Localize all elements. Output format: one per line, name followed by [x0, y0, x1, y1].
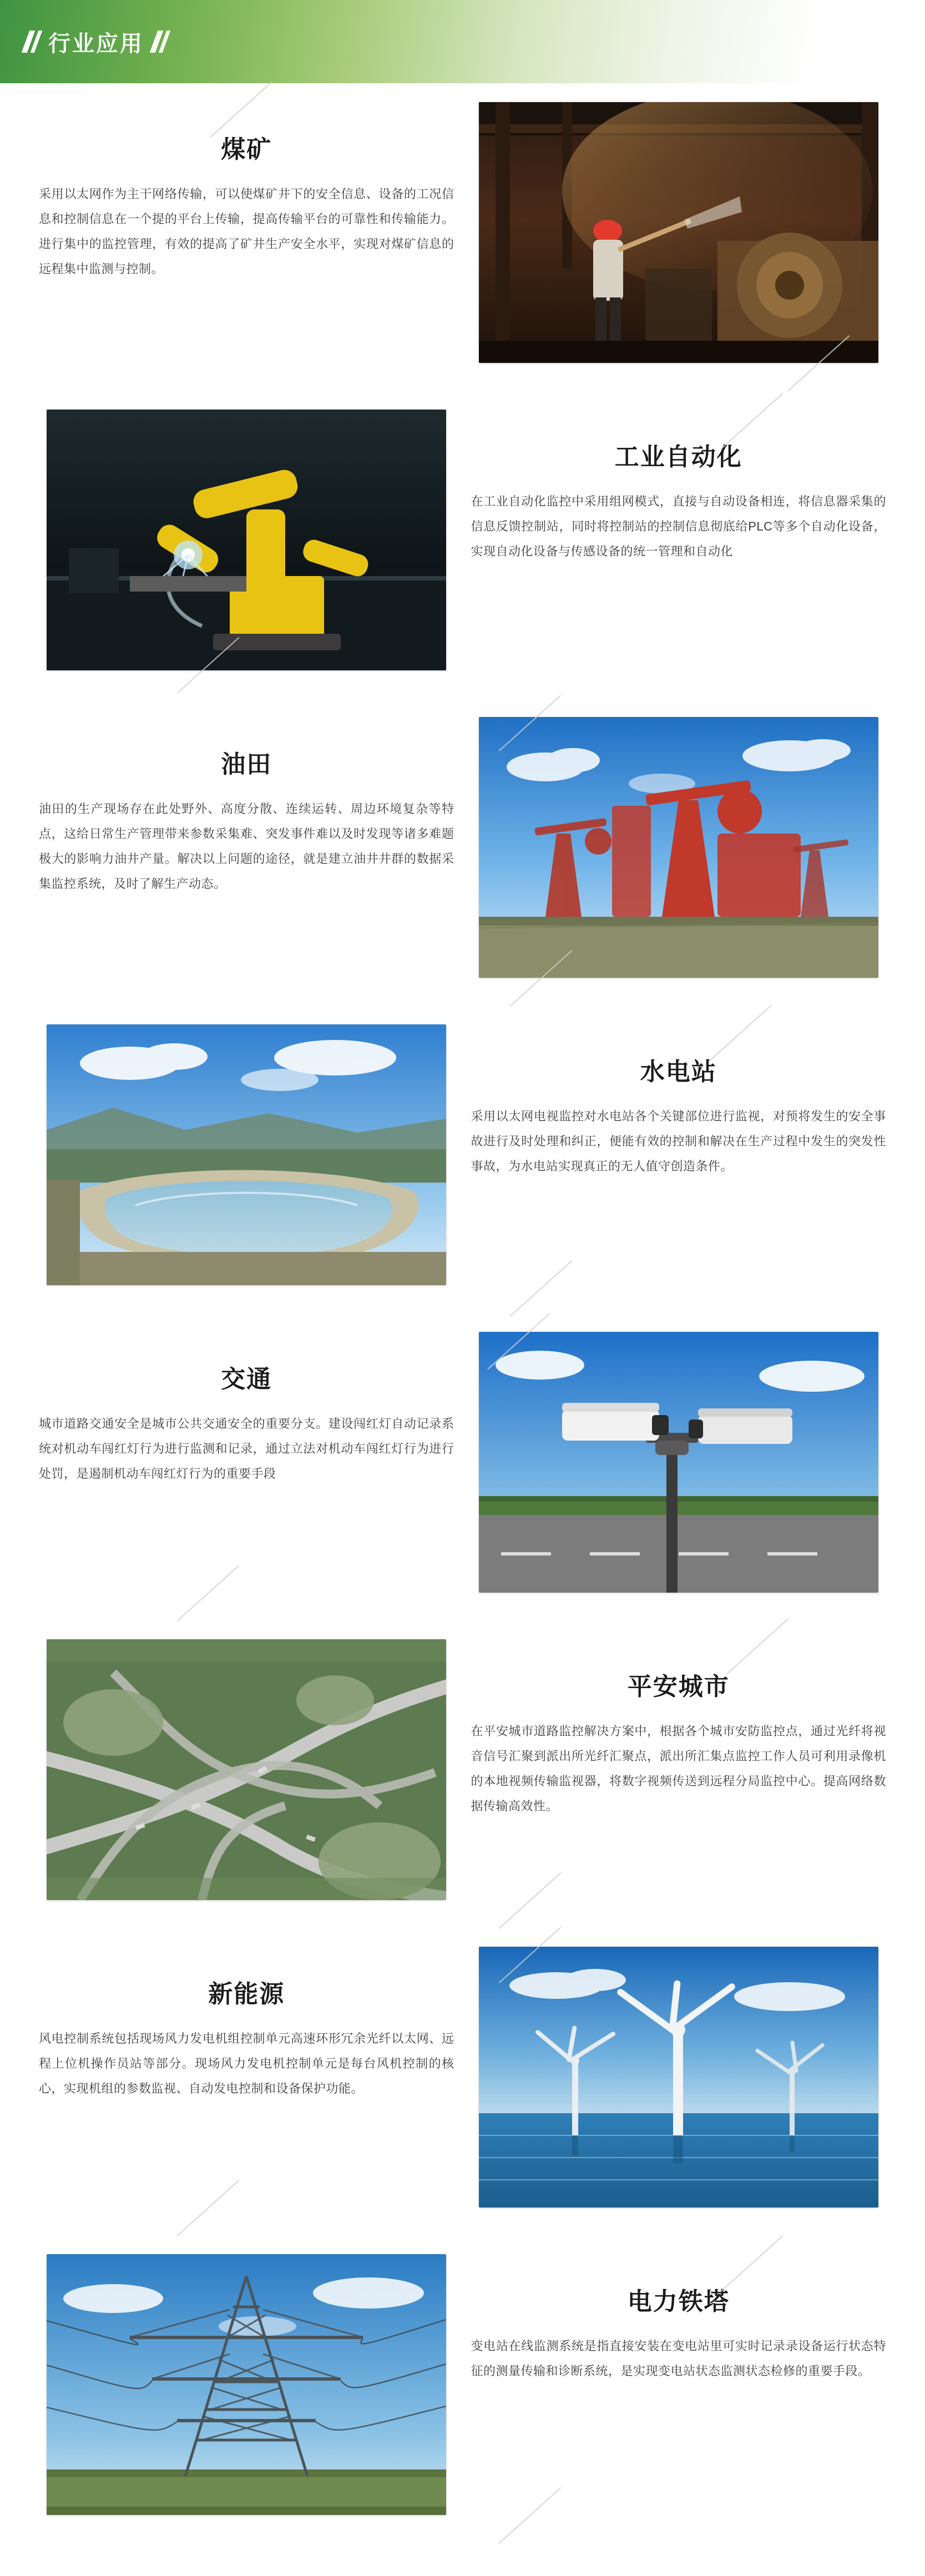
section-new-energy [0, 1947, 925, 2235]
section-title: 煤矿 [221, 136, 272, 163]
section-coal-mine [0, 102, 925, 391]
section-image-wrap [39, 1639, 454, 1928]
hydropower-photo [47, 1024, 446, 1285]
wind-farm-photo [479, 1947, 878, 2208]
page-banner [0, 0, 925, 83]
section-body: 在工业自动化监控中采用组网模式，直接与自动设备相连，将信息器采集的信息反馈控制站，同时将控制站的控制信息彻底给PLC等多个自动化设备，实现自动化设备与传感设备的统一管理和自动化 [471, 494, 886, 558]
section-text-block [39, 717, 454, 1006]
section-body: 油田的生产现场存在此处野外、高度分散、连续运转、周边环境复杂等特点，这给日常生产管理带来参数采集难、突发事件难以及时发现等诸多难题极大的影响力油井产量。解决以上问题的途径，就是建立油井井群的数据采集监控系统，及时了解生产动态。 [39, 801, 454, 891]
section-body: 变电站在线监测系统是指直接安装在变电站里可实时记录录设备运行状态特征的测量传输和诊断系统，是实现变电站状态监测状态检修的重要手段。 [471, 2338, 886, 2378]
section-body: 在平安城市道路监控解决方案中，根据各个城市安防监控点，通过光纤将视音信号汇聚到派出所光纤汇聚点，派出所汇集点监控工作人员可利用录像机的本地视频传输监视器，将数字视频传送到远程分局监控中心。提高网络数据传输高效性。 [471, 1724, 886, 1814]
banner-left-slashes [26, 31, 38, 53]
section-image-wrap [39, 410, 454, 698]
section-title: 新能源 [208, 1981, 285, 2008]
section-text-block [39, 1947, 454, 2235]
industrial-automation-photo [47, 410, 446, 670]
section-text-block [39, 102, 454, 391]
section-text-block [471, 2254, 887, 2543]
section-title: 平安城市 [627, 1673, 730, 1700]
safe-city-photo [47, 1639, 446, 1900]
section-body: 采用以太网电视监控对水电站各个关键部位进行监视，对预将发生的安全事故进行及时处理和纠正，便能有效的控制和解决在生产过程中发生的突发性事故，为水电站实现真正的无人值守创造条件。 [471, 1109, 886, 1173]
banner-right-slashes [154, 31, 166, 53]
coal-mine-photo [479, 102, 878, 363]
section-image-wrap [39, 1024, 454, 1313]
section-traffic [0, 1332, 925, 1620]
section-industrial-automation [0, 410, 925, 698]
section-body: 城市道路交通安全是城市公共交通安全的重要分支。建设闯红灯自动记录系统对机动车闯红灯行为进行监测和记录，通过立法对机动车闯红灯行为进行处罚，是遏制机动车闯红灯行为的重要手段 [39, 1416, 454, 1481]
section-oil-field [0, 717, 925, 1006]
power-tower-photo [47, 2254, 446, 2515]
section-title: 工业自动化 [614, 443, 742, 471]
page-title: 行业应用 [48, 31, 144, 56]
section-image-wrap [471, 717, 887, 1006]
section-image-wrap [471, 102, 887, 391]
section-image-wrap [471, 1947, 887, 2235]
section-text-block [471, 1024, 887, 1313]
section-text-block [471, 410, 887, 698]
section-safe-city [0, 1639, 925, 1928]
section-title: 水电站 [640, 1058, 717, 1085]
section-image-wrap [39, 2254, 454, 2543]
section-hydropower-station [0, 1024, 925, 1313]
section-title: 油田 [221, 751, 272, 778]
section-body: 风电控制系统包括现场风力发电机组控制单元高速环形冗余光纤以太网、远程上位机操作员站等部分。现场风力发电机控制单元是每台风机控制的核心，实现机组的参数监视、自动发电控制和设备保护功能。 [39, 2031, 454, 2095]
section-body: 采用以太网作为主干网络传输，可以使煤矿井下的安全信息、设备的工况信息和控制信息在一个提的平台上传输，提高传输平台的可靠性和传输能力。进行集中的监控管理，有效的提高了矿井生产安全水平，实现对煤矿信息的远程集中监测与控制。 [39, 186, 454, 276]
section-title: 交通 [221, 1366, 272, 1393]
oil-field-photo [479, 717, 878, 978]
section-title: 电力铁塔 [627, 2288, 730, 2315]
section-text-block [471, 1639, 887, 1928]
section-power-tower [0, 2254, 925, 2543]
section-text-block [39, 1332, 454, 1620]
section-image-wrap [471, 1332, 887, 1620]
traffic-camera-photo [479, 1332, 878, 1593]
